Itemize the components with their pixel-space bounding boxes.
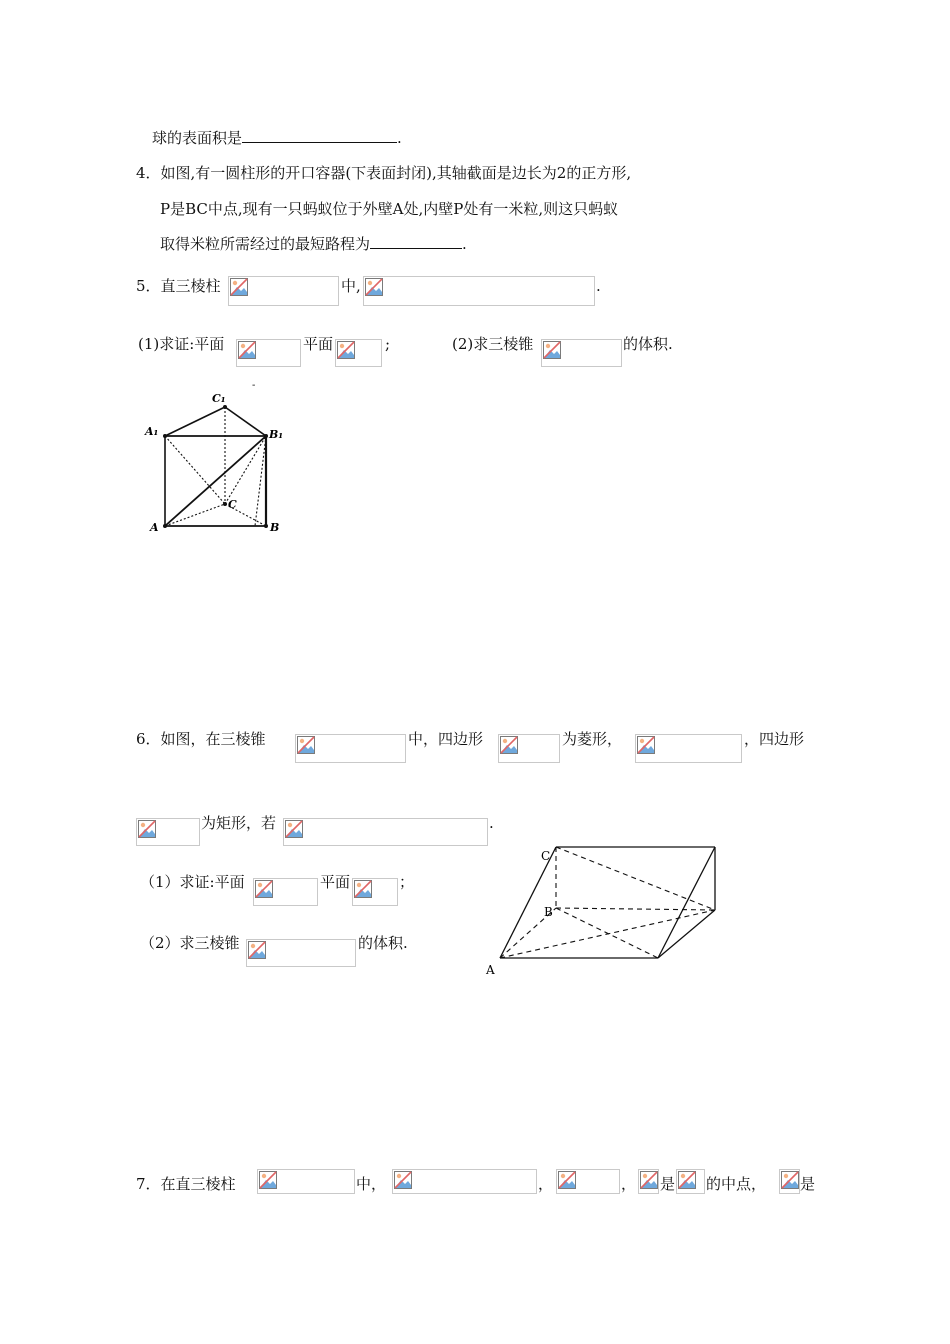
q3-answer-blank [242, 128, 397, 143]
q4-line3 [160, 234, 467, 254]
broken-image-icon [337, 341, 355, 359]
broken-image-icon [354, 880, 372, 898]
edge-a-b1 [165, 436, 266, 526]
q5-end: . [596, 277, 601, 295]
broken-image-icon [238, 341, 256, 359]
q5-part2-image [541, 339, 622, 367]
edge-a-c [165, 504, 225, 526]
broken-image-icon [259, 1171, 277, 1189]
broken-image-icon [255, 880, 273, 898]
q6-part2-image [246, 939, 356, 967]
q6-part1-image-1 [253, 878, 318, 906]
q5-part1-end: ; [385, 335, 391, 353]
q7-formula-image-3 [556, 1169, 620, 1194]
edge-front-diag [658, 847, 715, 958]
q6-part2-end: 的体积. [358, 934, 408, 952]
q6-prism-figure [478, 838, 728, 983]
q6-formula-image-4 [136, 818, 200, 846]
q6-formula-image-3 [635, 734, 742, 763]
label-a1: A₁ [145, 425, 159, 438]
edge-a1-c1 [165, 407, 225, 436]
q7-mid3: ， [621, 1175, 637, 1193]
q3-tail-line [152, 128, 402, 148]
broken-image-icon [394, 1171, 412, 1189]
edge-a-c [500, 847, 556, 958]
q6-line2-end: . [489, 814, 494, 832]
q7-end: 是 [800, 1175, 816, 1193]
q5-part1-mid: 平面 [303, 335, 334, 353]
q6-formula-image-2 [498, 734, 560, 763]
q6-prefix: 6．如图，在三棱锥 [136, 730, 266, 748]
q6-formula-image-5 [283, 818, 488, 846]
edge-c-b1 [225, 436, 266, 504]
label-c: C [541, 849, 551, 863]
q3-tail-text: 球的表面积是 [152, 129, 243, 147]
label-b: B [544, 905, 553, 919]
q5-mid: 中, [341, 277, 361, 295]
edge-right-bottom [658, 910, 715, 958]
q7-formula-image-1 [257, 1169, 355, 1194]
label-c: C [228, 498, 237, 511]
q6-part1-mid: 平面 [320, 873, 351, 891]
broken-image-icon [781, 1171, 799, 1189]
q7-prefix: 7．在直三棱柱 [136, 1175, 236, 1193]
q5-prefix: 5．直三棱柱 [136, 277, 221, 295]
q6-formula-image-1 [295, 734, 406, 763]
edge-c1-b1 [225, 407, 266, 436]
q6-part1-prefix: （1）求证:平面 [140, 873, 245, 891]
q5-part2-prefix: (2)求三棱锥 [452, 335, 534, 353]
broken-image-icon [297, 736, 315, 754]
q7-mid1: 中， [356, 1175, 387, 1193]
broken-image-icon [637, 736, 655, 754]
broken-image-icon [248, 941, 266, 959]
q7-formula-image-4 [638, 1169, 659, 1194]
q5-formula-image-1 [228, 276, 339, 306]
broken-image-icon [678, 1171, 696, 1189]
q7-mid2: ， [538, 1175, 554, 1193]
broken-image-icon [640, 1171, 658, 1189]
edge-a1-c [165, 436, 225, 504]
q4-line2: P是BC中点,现有一只蚂蚁位于外壁A处,内壁P处有一米粒,则这只蚂蚁 [160, 200, 619, 218]
q6-mid3: ，四边形 [744, 730, 805, 748]
q5-prism-figure [140, 380, 300, 540]
q5-part2-end: 的体积. [623, 335, 673, 353]
q7-formula-image-6 [779, 1169, 800, 1194]
q7-formula-image-5 [676, 1169, 705, 1194]
label-a: A [150, 521, 159, 534]
label-c1: C₁ [212, 392, 226, 405]
broken-image-icon [285, 820, 303, 838]
label-b1: B₁ [269, 428, 284, 441]
q6-mid1: 中，四边形 [408, 730, 484, 748]
q4-answer-blank [370, 234, 462, 249]
edge-b-front [556, 908, 658, 958]
edge-b1-b-dash [255, 436, 266, 526]
q4-line3-text: 取得米粒所需经过的最短路程为 [160, 235, 371, 253]
q5-part1-image-2 [335, 339, 382, 367]
edge-b-right [556, 908, 715, 910]
q6-part1-end: ； [399, 873, 415, 891]
q6-part1-image-2 [352, 878, 398, 906]
q5-part1-prefix: (1)求证:平面 [138, 335, 225, 353]
broken-image-icon [138, 820, 156, 838]
q7-formula-image-2 [392, 1169, 537, 1194]
broken-image-icon [230, 278, 248, 296]
q6-line2-mid: 为矩形，若 [201, 814, 277, 832]
q4-end: . [462, 235, 467, 253]
label-a: A [486, 963, 495, 977]
edge-a-right [500, 910, 715, 958]
q6-part2-prefix: （2）求三棱锥 [140, 934, 240, 952]
broken-image-icon [558, 1171, 576, 1189]
q7-mid5: 的中点， [706, 1175, 767, 1193]
label-b: B [270, 521, 280, 534]
q5-formula-image-2 [363, 276, 595, 306]
svg-text:-: - [252, 380, 256, 391]
broken-image-icon [500, 736, 518, 754]
q6-mid2: 为菱形， [562, 730, 623, 748]
q3-end: . [397, 129, 402, 147]
broken-image-icon [365, 278, 383, 296]
q4-line1: 4．如图,有一圆柱形的开口容器(下表面封闭),其轴截面是边长为2的正方形, [136, 164, 632, 182]
q5-part1-image-1 [236, 339, 301, 367]
edge-c-diag [556, 847, 715, 910]
broken-image-icon [543, 341, 561, 359]
q7-mid4: 是 [660, 1175, 676, 1193]
